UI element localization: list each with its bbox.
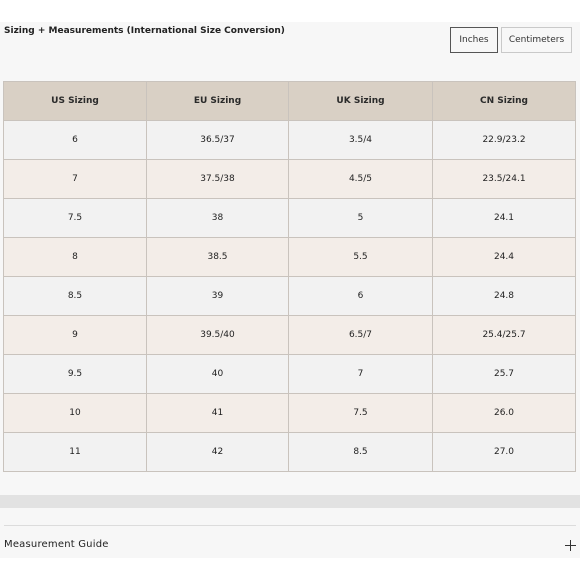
cell-cn: 24.8 [433, 277, 576, 316]
cell-cn: 25.7 [433, 355, 576, 394]
cell-uk: 4.5/5 [289, 160, 433, 199]
cell-us: 8 [4, 238, 147, 277]
table-row [4, 433, 576, 472]
cell-cn: 24.4 [433, 238, 576, 277]
cell-uk: 7.5 [289, 394, 433, 433]
cell-cn: 23.5/24.1 [433, 160, 576, 199]
cell-us: 7.5 [4, 199, 147, 238]
column-header-eu: EU Sizing [147, 82, 289, 121]
cell-eu: 39 [147, 277, 289, 316]
cell-eu: 42 [147, 433, 289, 472]
cell-cn: 25.4/25.7 [433, 316, 576, 355]
section-divider-band [0, 495, 580, 508]
table-row [4, 160, 576, 199]
cell-uk: 5 [289, 199, 433, 238]
cell-us: 11 [4, 433, 147, 472]
cell-us: 7 [4, 160, 147, 199]
cell-eu: 38 [147, 199, 289, 238]
column-header-cn: CN Sizing [433, 82, 576, 121]
cell-us: 6 [4, 121, 147, 160]
cell-uk: 3.5/4 [289, 121, 433, 160]
cell-us: 9.5 [4, 355, 147, 394]
cell-eu: 40 [147, 355, 289, 394]
column-header-us: US Sizing [4, 82, 147, 121]
cell-cn: 22.9/23.2 [433, 121, 576, 160]
cell-cn: 26.0 [433, 394, 576, 433]
plus-icon[interactable] [565, 540, 576, 551]
cell-uk: 7 [289, 355, 433, 394]
cell-eu: 36.5/37 [147, 121, 289, 160]
cell-eu: 38.5 [147, 238, 289, 277]
cell-eu: 39.5/40 [147, 316, 289, 355]
table-row [4, 277, 576, 316]
table-row [4, 121, 576, 160]
column-header-uk: UK Sizing [289, 82, 433, 121]
table-row [4, 199, 576, 238]
table-row [4, 394, 576, 433]
page-title: Sizing + Measurements (International Size Conversion) [4, 26, 285, 36]
cell-uk: 5.5 [289, 238, 433, 277]
cell-eu: 37.5/38 [147, 160, 289, 199]
table-row [4, 355, 576, 394]
measurement-guide-label: Measurement Guide [4, 539, 109, 550]
table-header-row [4, 82, 576, 121]
size-conversion-table [3, 81, 576, 472]
table-row [4, 316, 576, 355]
cell-uk: 8.5 [289, 433, 433, 472]
measurement-guide-accordion[interactable] [0, 534, 580, 556]
cell-cn: 27.0 [433, 433, 576, 472]
table-row [4, 238, 576, 277]
cell-eu: 41 [147, 394, 289, 433]
cell-cn: 24.1 [433, 199, 576, 238]
cell-us: 9 [4, 316, 147, 355]
centimeters-button[interactable]: Centimeters [501, 27, 572, 53]
cell-us: 8.5 [4, 277, 147, 316]
cell-us: 10 [4, 394, 147, 433]
cell-uk: 6 [289, 277, 433, 316]
inches-button[interactable]: Inches [450, 27, 498, 53]
cell-uk: 6.5/7 [289, 316, 433, 355]
section-divider-line [4, 525, 576, 526]
sizing-panel [0, 22, 580, 558]
